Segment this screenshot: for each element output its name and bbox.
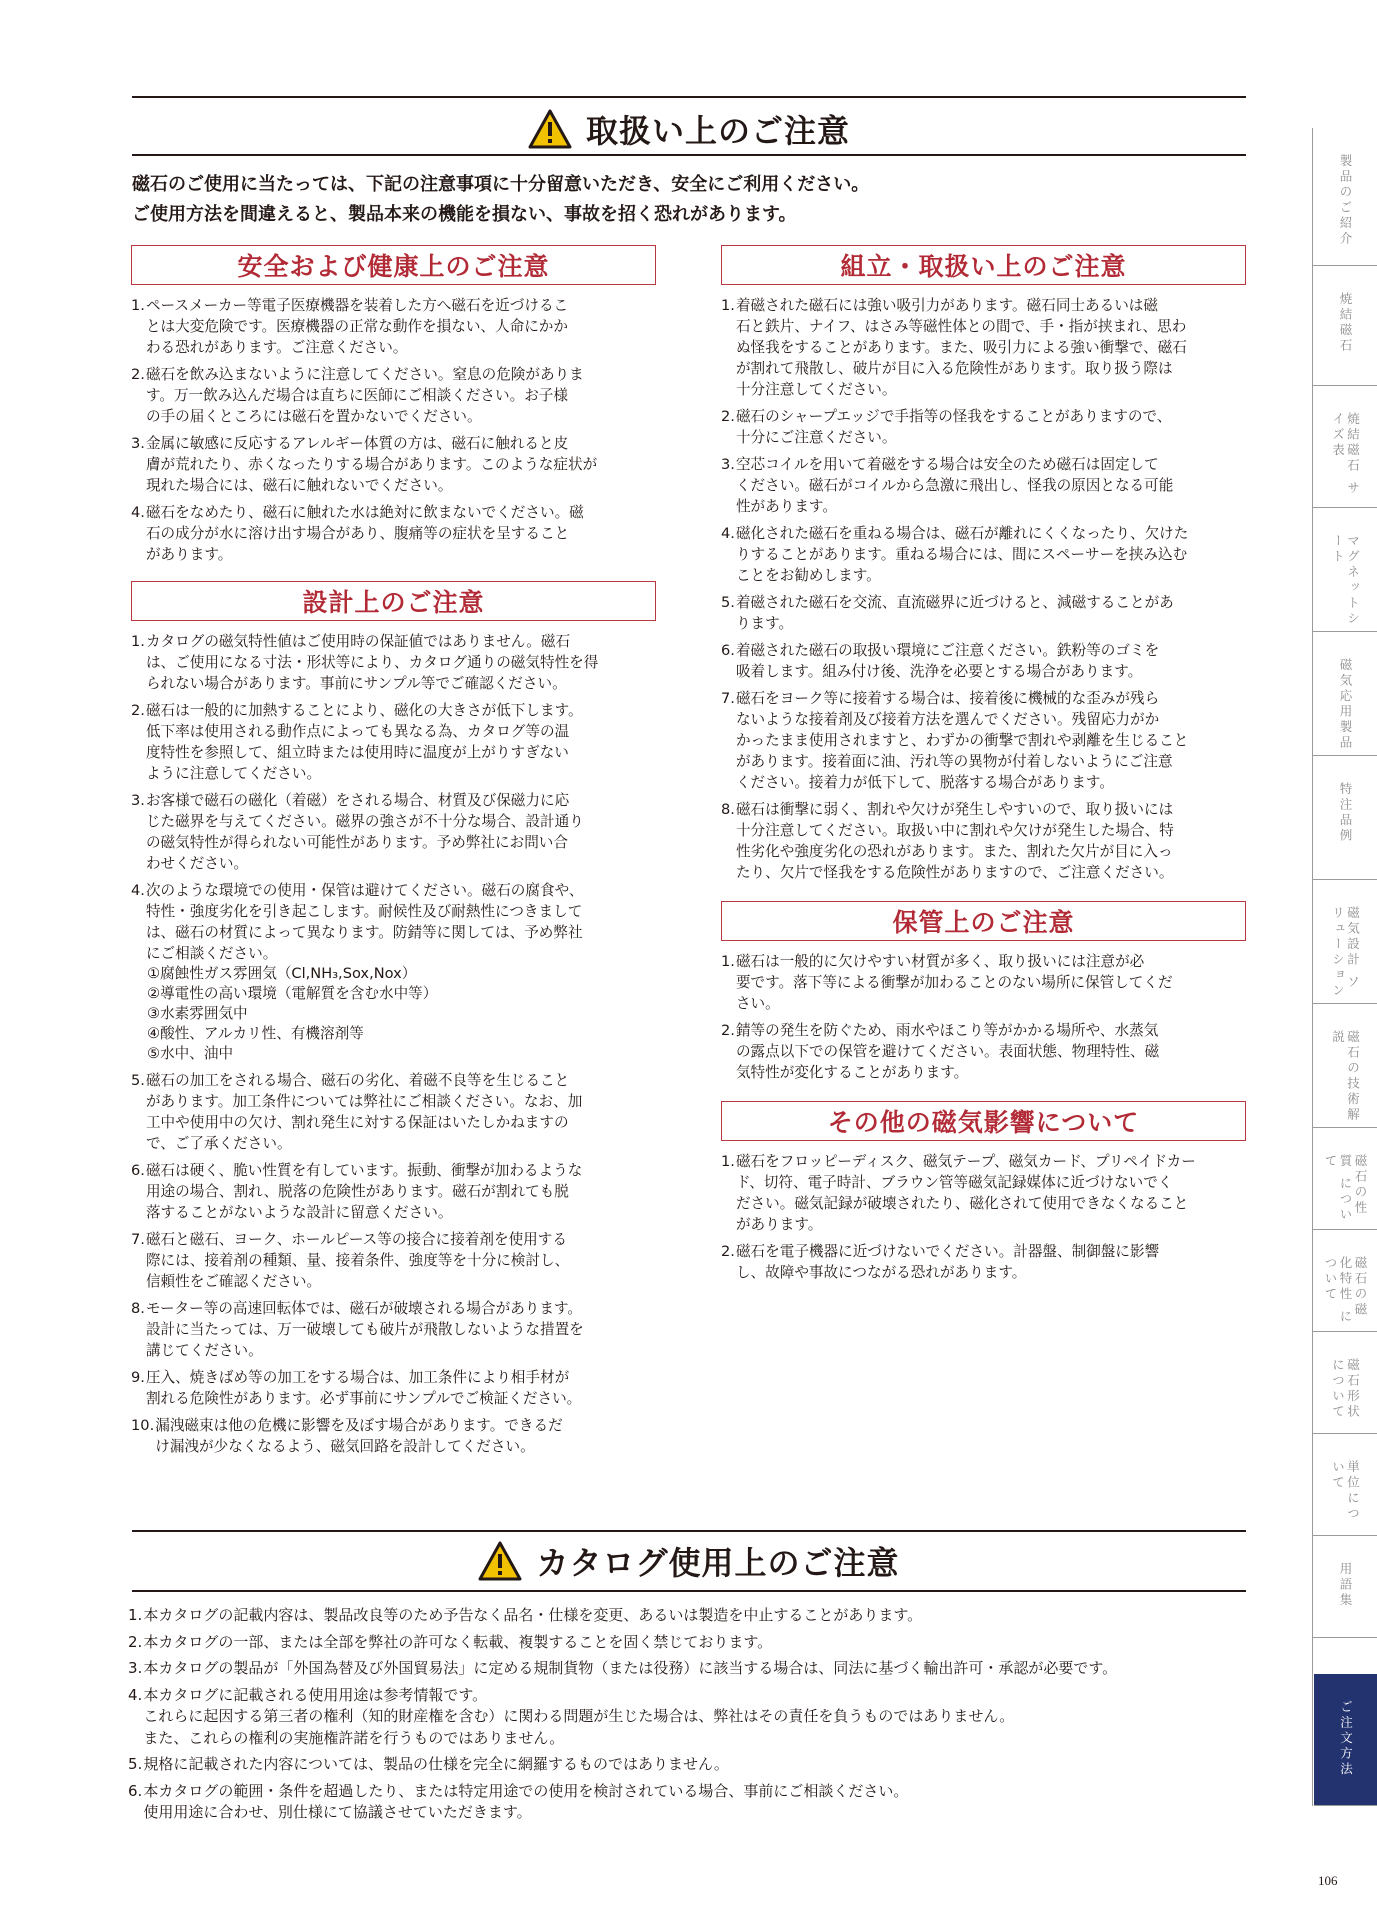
item-text: 磁石のシャープエッジで手指等の怪我をすることがありますので、 十分にご注意ください。 <box>735 408 1172 446</box>
side-index-tabs <box>1312 128 1377 1806</box>
environment-item: ①腐蝕性ガス雰囲気（Cl,NH₃,Sox,Nox） <box>147 965 417 982</box>
list-item <box>131 880 656 1064</box>
list-item <box>721 1151 1246 1235</box>
item-text: 磁石は一般的に欠けやすい材質が多く、取り扱いには注意が必 要です。落下等による衝撃が加わることのない場所に保管してくだ さい。 <box>735 953 1173 1012</box>
warning-icon <box>478 1541 522 1581</box>
page-number: 106 <box>1318 1873 1338 1888</box>
item-number: 10. <box>131 1417 155 1434</box>
item-number: 2. <box>721 1243 735 1260</box>
environment-item: ③水素雰囲気中 <box>147 1005 248 1022</box>
list-item <box>721 951 1246 1014</box>
list-item <box>131 1070 656 1154</box>
item-number: 1. <box>721 1153 735 1170</box>
list-item <box>721 799 1246 883</box>
catalog-header <box>132 1531 1246 1591</box>
item-text: 着磁された磁石の取扱い環境にご注意ください。鉄粉等のゴミを 吸着します。組み付け後、洗浄を必要とする場合があります。 <box>735 642 1160 680</box>
item-text: 金属に敏感に反応するアレルギー体質の方は、磁石に触れると皮 膚が荒れたり、赤くなったりする場合があります。このような症状が 現れた場合には、磁石に触れないでください。 <box>145 435 598 494</box>
item-text: モーター等の高速回転体では、磁石が破壊される場合があります。 設計に当たっては、万一破壊しても破片が飛散しないような措置を 講じてください。 <box>145 1300 584 1359</box>
item-text: ペースメーカー等電子医療機器を装着した方へ磁石を近づけるこ とは大変危険です。医療機器の正常な動作を損ない、人命にかか わる恐れがあります。ご注意ください。 <box>145 297 569 356</box>
list-item <box>131 1415 656 1457</box>
tab-label: 製品のご紹介 <box>1338 154 1353 247</box>
section-heading-storage: 保管上のご注意 <box>721 901 1246 941</box>
item-text: 本カタログの一部、または全部を弊社の許可なく転載、複製することを固く禁じております。 <box>143 1632 773 1651</box>
section-heading-assembly: 組立・取扱い上のご注意 <box>721 245 1246 285</box>
item-text: 磁石は硬く、脆い性質を有しています。振動、衝撃が加わるような 用途の場合、割れ、脱落の危険性があります。磁石が割れても脱 落することがないような設計に留意ください。 <box>145 1162 583 1221</box>
item-text: 圧入、焼きばめ等の加工をする場合は、加工条件により相手材が 割れる危険性があります。必ず事前にサンプルでご検証ください。 <box>145 1369 582 1407</box>
item-number: 6. <box>128 1781 143 1800</box>
tab-sintered-magnets[interactable] <box>1313 266 1377 386</box>
item-text: カタログの磁気特性値はご使用時の保証値ではありません。磁石 は、ご使用になる寸法・形状等により、カタログ通りの磁気特性を得 られない場合があります。事前にサンプル等でご確認ください。 <box>145 633 599 692</box>
item-number: 6. <box>131 1162 145 1179</box>
item-text: 磁石と磁石、ヨーク、ホールピース等の接合に接着剤を使用する 際には、接着剤の種類、量、接着条件、強度等を十分に検討し、 信頼性をご確認ください。 <box>145 1231 570 1290</box>
item-number: 1. <box>721 953 735 970</box>
storage-list <box>721 951 1246 1083</box>
item-number: 7. <box>131 1231 145 1248</box>
header-bottom-rule <box>132 154 1246 156</box>
item-number: 7. <box>721 690 735 707</box>
list-item <box>721 454 1246 517</box>
list-item <box>131 502 656 565</box>
tab-label: マグネットシート <box>1330 534 1361 627</box>
catalog-list <box>128 1605 1228 1829</box>
item-text: 本カタログの記載内容は、製品改良等のため予告なく品名・仕様を変更、あるいは製造を中止することがあります。 <box>143 1606 923 1624</box>
tab-label: 磁石の技術解説 <box>1330 1030 1361 1123</box>
list-item <box>721 688 1246 793</box>
tab-ordering[interactable] <box>1314 1674 1377 1806</box>
item-number: 1. <box>721 297 735 314</box>
item-text: 磁石は一般的に加熱することにより、磁化の大きさが低下します。 低下率は使用される動作点によっても異なる為、カタログ等の温 度特性を参照して、組立時または使用時に温度が上がりすぎない ように注意してください。 <box>145 702 583 782</box>
tab-magnet-properties[interactable] <box>1313 1128 1377 1230</box>
list-item <box>721 523 1246 586</box>
tab-label: 磁石形状 について <box>1330 1358 1361 1420</box>
item-text: 磁石をフロッピーディスク、磁気テープ、磁気カード、プリペイドカー ド、切符、電子時計、ブラウン管等磁気記録媒体に近づけないでく ださい。磁気記録が破壊されたり、磁化されて使用できなくなること があります。 <box>735 1153 1196 1233</box>
item-number: 4. <box>721 525 735 542</box>
item-number: 5. <box>131 1072 145 1089</box>
item-text: お客様で磁石の磁化（着磁）をされる場合、材質及び保磁力に応 じた磁界を与えてください。磁界の強さが不十分な場合、設計通り の磁気特性が得られない可能性があります。予め弊社にお問い合 わせください。 <box>145 792 584 872</box>
tab-label: 特注品例 <box>1338 782 1353 844</box>
item-text: 磁石の加工をされる場合、磁石の劣化、着磁不良等を生じること があります。加工条件については弊社にご相談ください。なお、加 工中や使用中の欠け、割れ発生に対する保証はいたしかねますの で、ご了承ください。 <box>145 1072 583 1152</box>
item-number: 8. <box>721 801 735 818</box>
item-text: 着磁された磁石には強い吸引力があります。磁石同士あるいは磁 石と鉄片、ナイフ、はさみ等磁性体との間で、手・指が挟まれ、思わ ぬ怪我をすることがあります。また、吸引力による強い衝撃で、磁石 が割れて飛散し、破片が目に入る危険性があります。取り扱う際は 十分注意してください。 <box>735 297 1187 398</box>
list-item <box>131 295 656 358</box>
item-number: 2. <box>131 702 145 719</box>
intro-text <box>132 170 1232 230</box>
list-item <box>131 700 656 784</box>
item-number: 9. <box>131 1369 145 1386</box>
tab-label: 単位について <box>1330 1460 1361 1522</box>
list-item <box>128 1781 1228 1824</box>
item-text: 本カタログの範囲・条件を超過したり、または特定用途での使用を検討されている場合、事前にご相談ください。 使用用途に合わせ、別仕様にて協議させていただきます。 <box>143 1781 909 1821</box>
environment-item: ④酸性、アルカリ性、有機溶剤等 <box>147 1025 364 1042</box>
item-number: 1. <box>128 1606 143 1624</box>
tab-technical-explanation[interactable] <box>1313 1004 1377 1128</box>
intro-line: 磁石のご使用に当たっては、下記の注意事項に十分留意いただき、安全にご利用ください。 <box>132 174 870 195</box>
tab-label: 磁気設計 ソリューション <box>1330 906 1361 999</box>
safety-list <box>131 295 656 565</box>
tab-label: 焼結磁石 <box>1338 292 1353 354</box>
tab-magnetization[interactable] <box>1313 1230 1377 1332</box>
list-item <box>721 406 1246 448</box>
tab-units[interactable] <box>1313 1434 1377 1536</box>
list-item <box>131 1298 656 1361</box>
environment-list <box>131 964 656 1064</box>
item-number: 5. <box>128 1755 143 1773</box>
list-item <box>128 1605 1228 1627</box>
tab-sintered-size-table[interactable] <box>1313 386 1377 508</box>
list-item <box>131 364 656 427</box>
environment-item: ⑤水中、油中 <box>147 1045 234 1062</box>
item-text: 次のような環境での使用・保管は避けてください。磁石の腐食や、 特性・強度劣化を引き起こします。耐候性及び耐熱性につきまして は、磁石の材質によって異なります。防錆等に関しては、予め弊社 にご相談ください。 <box>145 882 584 962</box>
item-text: 磁化された磁石を重ねる場合は、磁石が離れにくくなったり、欠けた りすることがあります。重ねる場合には、間にスペーサーを挟み込む ことをお勧めします。 <box>735 525 1189 584</box>
item-text: 本カタログの製品が「外国為替及び外国貿易法」に定める規制貨物（または役務）に該当する場合は、同法に基づく輸出許可・承認が必要です。 <box>143 1659 1118 1677</box>
item-text: 磁石を飲み込まないように注意してください。窒息の危険がありま す。万一飲み込んだ場合は直ちに医師にご相談ください。お子様 の手の届くところには磁石を置かないでください。 <box>145 366 584 425</box>
catalog-bottom-rule <box>132 1590 1246 1592</box>
item-text: 錆等の発生を防ぐため、雨水やほこり等がかかる場所や、水蒸気 の露点以下での保管を避けてください。表面状態、物理特性、磁 気特性が変化することがあります。 <box>735 1022 1160 1081</box>
tab-glossary[interactable] <box>1313 1536 1377 1638</box>
item-text: 着磁された磁石を交流、直流磁界に近づけると、減磁することがあ ります。 <box>735 594 1174 632</box>
item-number: 2. <box>721 1022 735 1039</box>
item-number: 6. <box>721 642 735 659</box>
item-text: 磁石をヨーク等に接着する場合は、接着後に機械的な歪みが残ら ないような接着剤及び接着方法を選んでください。残留応力がか かったまま使用されますと、わずかの衝撃で割れや剥離を生じること があります。接着面に油、汚れ等の異物が付着しないようにご注意 ください。接着力が低下して、脱落する場合があります。 <box>735 690 1189 791</box>
handling-header <box>132 96 1246 162</box>
item-text: 漏洩磁束は他の危機に影響を及ぼす場合があります。できるだ け漏洩が少なくなるよう、磁気回路を設計してください。 <box>155 1417 563 1455</box>
list-item <box>128 1754 1228 1776</box>
section-heading-other: その他の磁気影響について <box>721 1101 1246 1141</box>
item-number: 2. <box>128 1632 143 1651</box>
item-number: 2. <box>131 366 145 383</box>
right-column <box>721 245 1246 1289</box>
section-heading-safety: 安全および健康上のご注意 <box>131 245 656 285</box>
item-number: 3. <box>721 456 735 473</box>
item-number: 8. <box>131 1300 145 1317</box>
list-item <box>128 1658 1228 1680</box>
list-item <box>131 1160 656 1223</box>
list-item <box>721 1241 1246 1283</box>
item-number: 3. <box>128 1659 143 1677</box>
item-number: 5. <box>721 594 735 611</box>
item-text: 磁石を電子機器に近づけないでください。計器盤、制御盤に影響 し、故障や事故につながる恐れがあります。 <box>735 1243 1160 1281</box>
assembly-list <box>721 295 1246 883</box>
item-text: 規格に記載された内容については、製品の仕様を完全に網羅するものではありません。 <box>143 1755 729 1773</box>
list-item <box>131 631 656 694</box>
tab-label: ご注文方法 <box>1338 1700 1354 1778</box>
item-number: 3. <box>131 792 145 809</box>
list-item <box>128 1685 1228 1750</box>
list-item <box>721 592 1246 634</box>
other-list <box>721 1151 1246 1283</box>
page-title: 取扱い上のご注意 <box>585 112 850 150</box>
item-text: 空芯コイルを用いて着磁をする場合は安全のため磁石は固定して ください。磁石がコイルから急激に飛出し、怪我の原因となる可能 性があります。 <box>735 456 1174 515</box>
list-item <box>131 433 656 496</box>
item-number: 4. <box>131 504 145 521</box>
item-text: 本カタログに記載される使用用途は参考情報です。 これらに起因する第三者の権利（知的財産権を含む）に関わる問題が生じた場合は、弊社はその責任を負うものではありません。 また、これらの権利の実施権許諾を行うものではありません。 <box>143 1685 1015 1747</box>
item-number: 1. <box>131 297 145 314</box>
list-item <box>131 790 656 874</box>
tab-label: 用語集 <box>1338 1562 1353 1609</box>
list-item <box>721 295 1246 400</box>
item-number: 2. <box>721 408 735 425</box>
warning-icon <box>528 109 572 149</box>
list-item <box>131 1367 656 1409</box>
environment-item: ②導電性の高い環境（電解質を含む水中等） <box>147 985 438 1002</box>
item-number: 4. <box>131 882 145 899</box>
intro-line: ご使用方法を間違えると、製品本来の機能を損ない、事故を招く恐れがあります。 <box>132 204 797 225</box>
item-text: 磁石をなめたり、磁石に触れた水は絶対に飲まないでください。磁 石の成分が水に溶け出す場合があり、腹痛等の症状を呈すること があります。 <box>145 504 584 563</box>
list-item <box>128 1632 1228 1654</box>
tab-label: 焼結磁石 サイズ表 <box>1330 412 1361 497</box>
tab-label: 磁石の性質 について <box>1323 1154 1368 1223</box>
item-number: 1. <box>131 633 145 650</box>
tab-magnet-sheet[interactable] <box>1313 508 1377 632</box>
item-text: 磁石は衝撃に弱く、割れや欠けが発生しやすいので、取り扱いには 十分注意してください。取扱い中に割れや欠けが発生した場合、特 性劣化や強度劣化の恐れがあります。また、割れた欠片が目に入っ たり、欠片で怪我をする危険性がありますので、ご注意ください。 <box>735 801 1174 881</box>
tab-label: 磁気応用製品 <box>1338 658 1353 751</box>
list-item <box>721 1020 1246 1083</box>
tab-product-intro[interactable] <box>1313 128 1377 266</box>
item-number: 3. <box>131 435 145 452</box>
item-number: 4. <box>128 1685 143 1704</box>
list-item <box>721 640 1246 682</box>
left-column <box>131 245 656 1463</box>
tab-magnet-shape[interactable] <box>1313 1332 1377 1434</box>
design-list <box>131 631 656 1457</box>
tab-custom-examples[interactable] <box>1313 756 1377 880</box>
tab-magnetic-products[interactable] <box>1313 632 1377 756</box>
tab-design-solution[interactable] <box>1313 880 1377 1004</box>
section-heading-design: 設計上のご注意 <box>131 581 656 621</box>
list-item <box>131 1229 656 1292</box>
catalog-title: カタログ使用上のご注意 <box>536 1544 900 1582</box>
tab-label: 磁石の磁化特性 について <box>1323 1256 1368 1325</box>
